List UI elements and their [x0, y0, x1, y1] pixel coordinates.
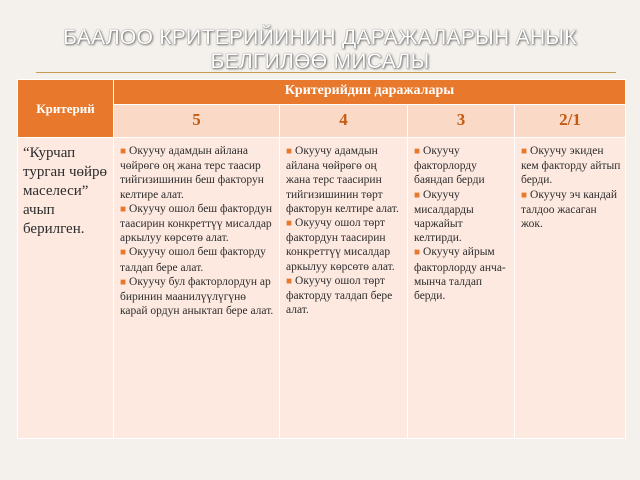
level-4-cell: [280, 138, 408, 439]
list-item-text: Окуучу экиден кем факторду айтып берди.: [521, 145, 621, 187]
list-item-text: Окуучу ошол беш фактордун таасирин конкреттүү мисалдар аркылуу көрсөтө алат.: [120, 202, 273, 245]
list-item: [286, 274, 403, 318]
score-4-header: 4: [280, 105, 408, 138]
criteria-table: [17, 79, 626, 439]
slide-title-line-2: БЕЛГИЛӨӨ МИСАЛЫ: [210, 50, 430, 73]
level-3-list: [408, 138, 514, 307]
title-divider: [36, 72, 616, 73]
level-2-1-cell: [515, 138, 626, 439]
bullet-icon: ■: [286, 275, 293, 287]
list-item-text: Окуучу эч кандай талдоо жасаган жок.: [521, 188, 618, 231]
list-item: [120, 275, 275, 319]
list-item: [286, 216, 403, 274]
list-item-text: Окуучу мисалдарды чаржайыт келтирди.: [414, 188, 474, 245]
level-5-cell: [114, 138, 280, 439]
list-item-text: Окуучу ошол беш факторду талдап бере алат.: [120, 246, 266, 274]
list-item-text: Окуучу ошол төрт факторду талдап бере алат.: [286, 274, 393, 317]
score-2-1-header: 2/1: [515, 105, 626, 138]
list-item: [414, 245, 510, 303]
list-item-text: Окуучу адамдын айлана чөйрөгө оң жана терс таасир тийгизишинин беш факторун келтире алат.: [120, 145, 264, 201]
list-item-text: Окуучу айрым факторлорду анча-мынча талдап берди.: [414, 246, 506, 303]
score-5-header: 5: [114, 105, 280, 138]
list-item-text: Окуучу ошол төрт фактордун таасирин конкреттүү мисалдар аркылуу көрсөтө алат.: [286, 217, 395, 273]
bullet-icon: ■: [521, 189, 528, 201]
list-item: [414, 188, 510, 246]
bullet-icon: ■: [120, 247, 127, 259]
levels-header: Критерийдин даражалары: [114, 80, 626, 105]
level-3-cell: [408, 138, 515, 439]
list-item: [120, 202, 275, 246]
level-4-list: [280, 138, 407, 321]
list-item: [120, 245, 275, 274]
list-item: [521, 188, 621, 232]
list-item-text: Окуучу бул факторлордун ар биринин маанилүүлүгүнө карай ордун аныктап бере алат.: [120, 275, 274, 318]
criterion-cell: [18, 138, 114, 439]
list-item: [414, 144, 510, 188]
bullet-icon: ■: [414, 146, 421, 157]
bullet-icon: ■: [414, 247, 421, 259]
bullet-icon: ■: [286, 218, 293, 230]
list-item-text: Окуучу адамдын айлана чөйрөгө оң жана терс таасирин тийгизишинин төрт факторун келтире алат.: [286, 145, 399, 215]
bullet-icon: ■: [120, 146, 127, 157]
slide-title-line-1: БААЛОО КРИТЕРИЙИНИН ДАРАЖАЛАРЫН АНЫК: [63, 26, 577, 49]
list-item: [521, 144, 621, 188]
level-5-list: [114, 138, 279, 322]
bullet-icon: ■: [120, 203, 127, 215]
bullet-icon: ■: [286, 146, 293, 157]
list-item-text: Окуучу факторлорду баяндап берди: [414, 145, 485, 187]
list-item: [286, 144, 403, 216]
criterion-header: Критерий: [18, 80, 114, 138]
bullet-icon: ■: [120, 276, 127, 288]
level-2-1-list: [515, 138, 625, 235]
problem-text: “Курчап турган чөйрө маселеси” ачып берилген.: [23, 145, 108, 237]
bullet-icon: ■: [414, 189, 421, 201]
slide-title: [0, 26, 640, 74]
score-3-header: 3: [408, 105, 515, 138]
list-item: [120, 144, 275, 202]
bullet-icon: ■: [521, 146, 528, 157]
